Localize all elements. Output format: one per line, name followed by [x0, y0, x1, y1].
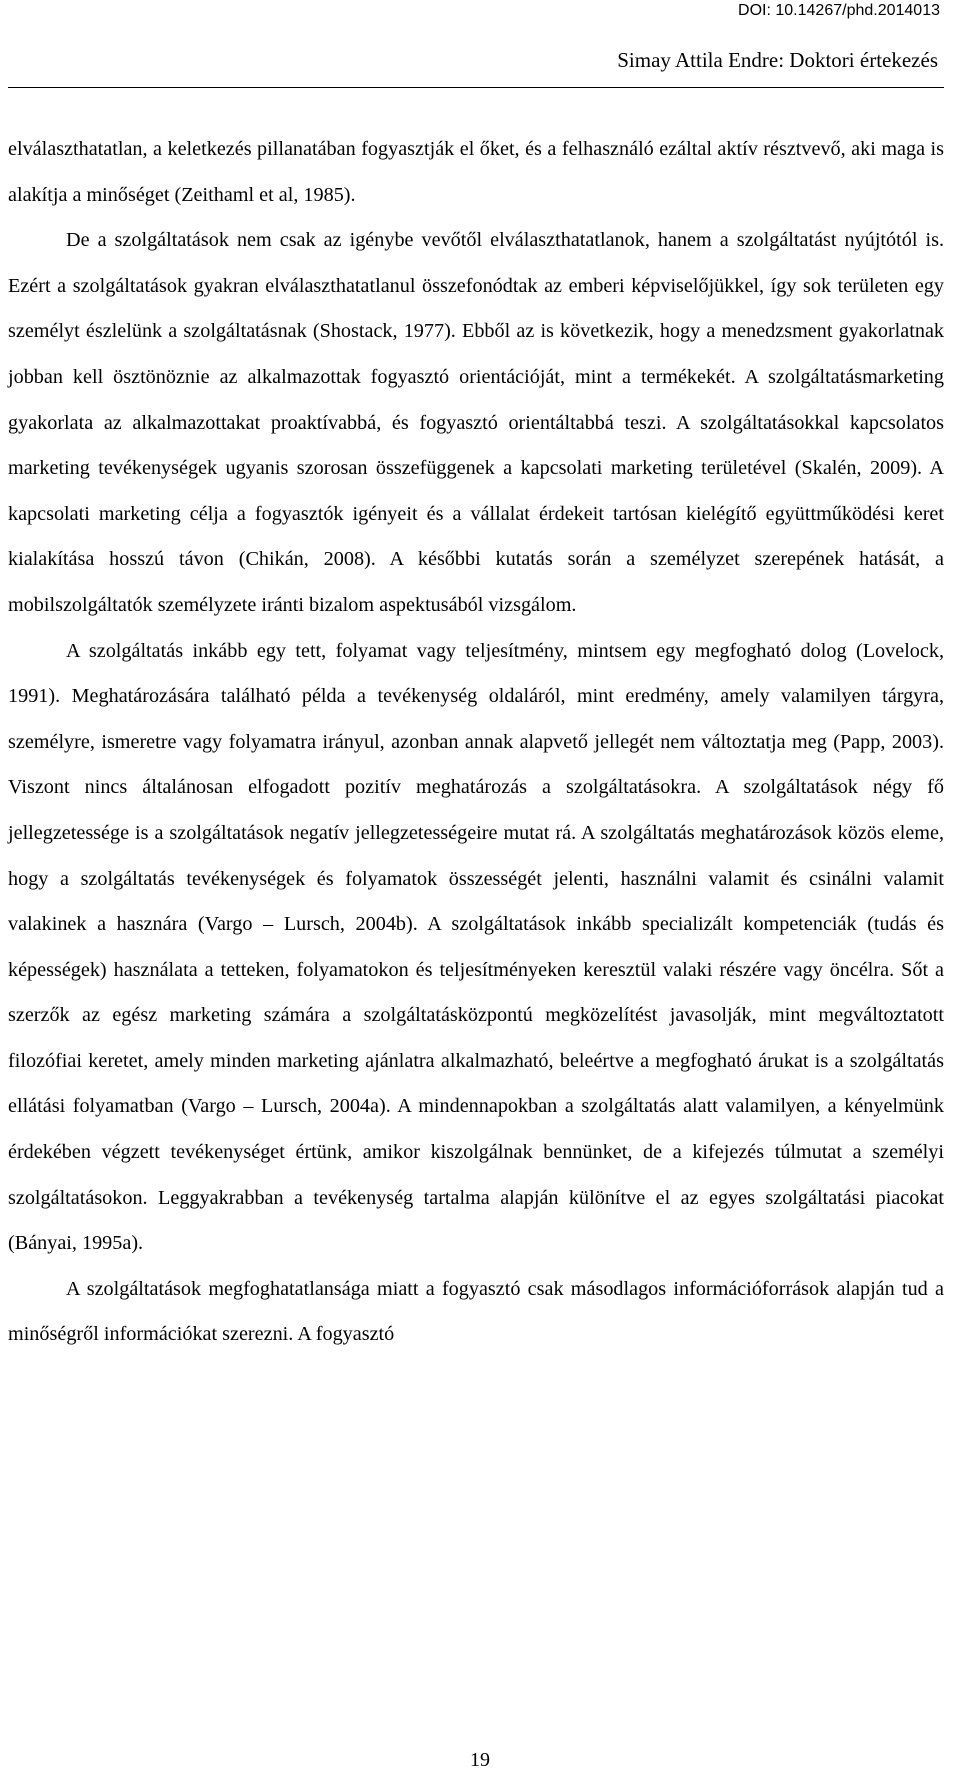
header-rule	[8, 87, 944, 88]
paragraph-continued: elválaszthatatlan, a keletkezés pillanatában fogyasztják el őket, és a felhasználó ezáltal aktív résztvevő, aki maga is alakítja a minőséget (Zeithaml et al, 1985).	[8, 138, 944, 206]
page-number: 19	[470, 1749, 490, 1771]
paragraph: A szolgáltatás inkább egy tett, folyamat vagy teljesítmény, mintsem egy megfogható dolog (Lovelock, 1991). Meghatározására található példa a tevékenység oldaláról, mint eredmény, amely valamilyen tárgyra, személyre, ismeretre vagy folyamatra irányul, azonban annak alapvető jellegét nem változtatja meg (Papp, 2003). Viszont nincs általánosan elfogadott pozitív meghatározás a szolgáltatásokra. A szolgáltatások négy fő jellegzetessége is a szolgáltatások negatív jellegzetességeire mutat rá. A szolgáltatás meghatározások közös eleme, hogy a szolgáltatás tevékenységek és folyamatok összességét jelenti, használni valamit és csinálni valamit valakinek a hasznára (Vargo – Lursch, 2004b). A szolgáltatások inkább specializált kompetenciák (tudás és képességek) használata a tetteken, folyamatokon és teljesítményeken keresztül valaki részére vagy öncélra. Sőt a szerzők az egész marketing számára a szolgáltatásközpontú megközelítést javasolják, mint megváltoztatott filozófiai keretet, amely minden marketing ajánlatra alkalmazható, beleértve a megfogható árukat is a szolgáltatás ellátási folyamatban (Vargo – Lursch, 2004a). A mindennapokban a szolgáltatás alatt valamilyen, a kényelmünk érdekében végzett tevékenységet értünk, amikor kiszolgálnak bennünket, de a kifejezés túlmutat a személyi szolgáltatásokon. Leggyakrabban a tevékenység tartalma alapján különítve el az egyes szolgáltatási piacokat (Bányai, 1995a).	[8, 639, 944, 1255]
paragraph: De a szolgáltatások nem csak az igénybe vevőtől elválaszthatatlanok, hanem a szolgáltatást nyújtótól is. Ezért a szolgáltatások gyakran elválaszthatatlanul összefonódtak az emberi képviselőjükkel, így sok területen egy személyt észlelünk a szolgáltatásnak (Shostack, 1977). Ebből az is következik, hogy a menedzsment gyakorlatnak jobban kell ösztönöznie az alkalmazottak fogyasztó orientációját, mint a termékekét. A szolgáltatásmarketing gyakorlata az alkalmazottakat proaktívabbá, és fogyasztó orientáltabbá teszi. A szolgáltatásokkal kapcsolatos marketing tevékenységek ugyanis szorosan összefüggenek a kapcsolati marketing területével (Skalén, 2009). A kapcsolati marketing célja a fogyasztók igényeit és a vállalat érdekeit tartósan kielégítő együttműködési keret kialakítása hosszú távon (Chikán, 2008). A későbbi kutatás során a személyzet szerepének hatását, a mobilszolgáltatók személyzete iránti bizalom aspektusából vizsgálom.	[8, 229, 944, 616]
doi-label: DOI: 10.14267/phd.2014013	[738, 2, 940, 19]
running-head: Simay Attila Endre: Doktori értekezés	[617, 48, 938, 72]
body-text	[8, 127, 944, 1358]
paragraph: A szolgáltatások megfoghatatlansága miatt a fogyasztó csak másodlagos információforrások alapján tud a minőségről információkat szerezni. A fogyasztó	[8, 1277, 944, 1346]
